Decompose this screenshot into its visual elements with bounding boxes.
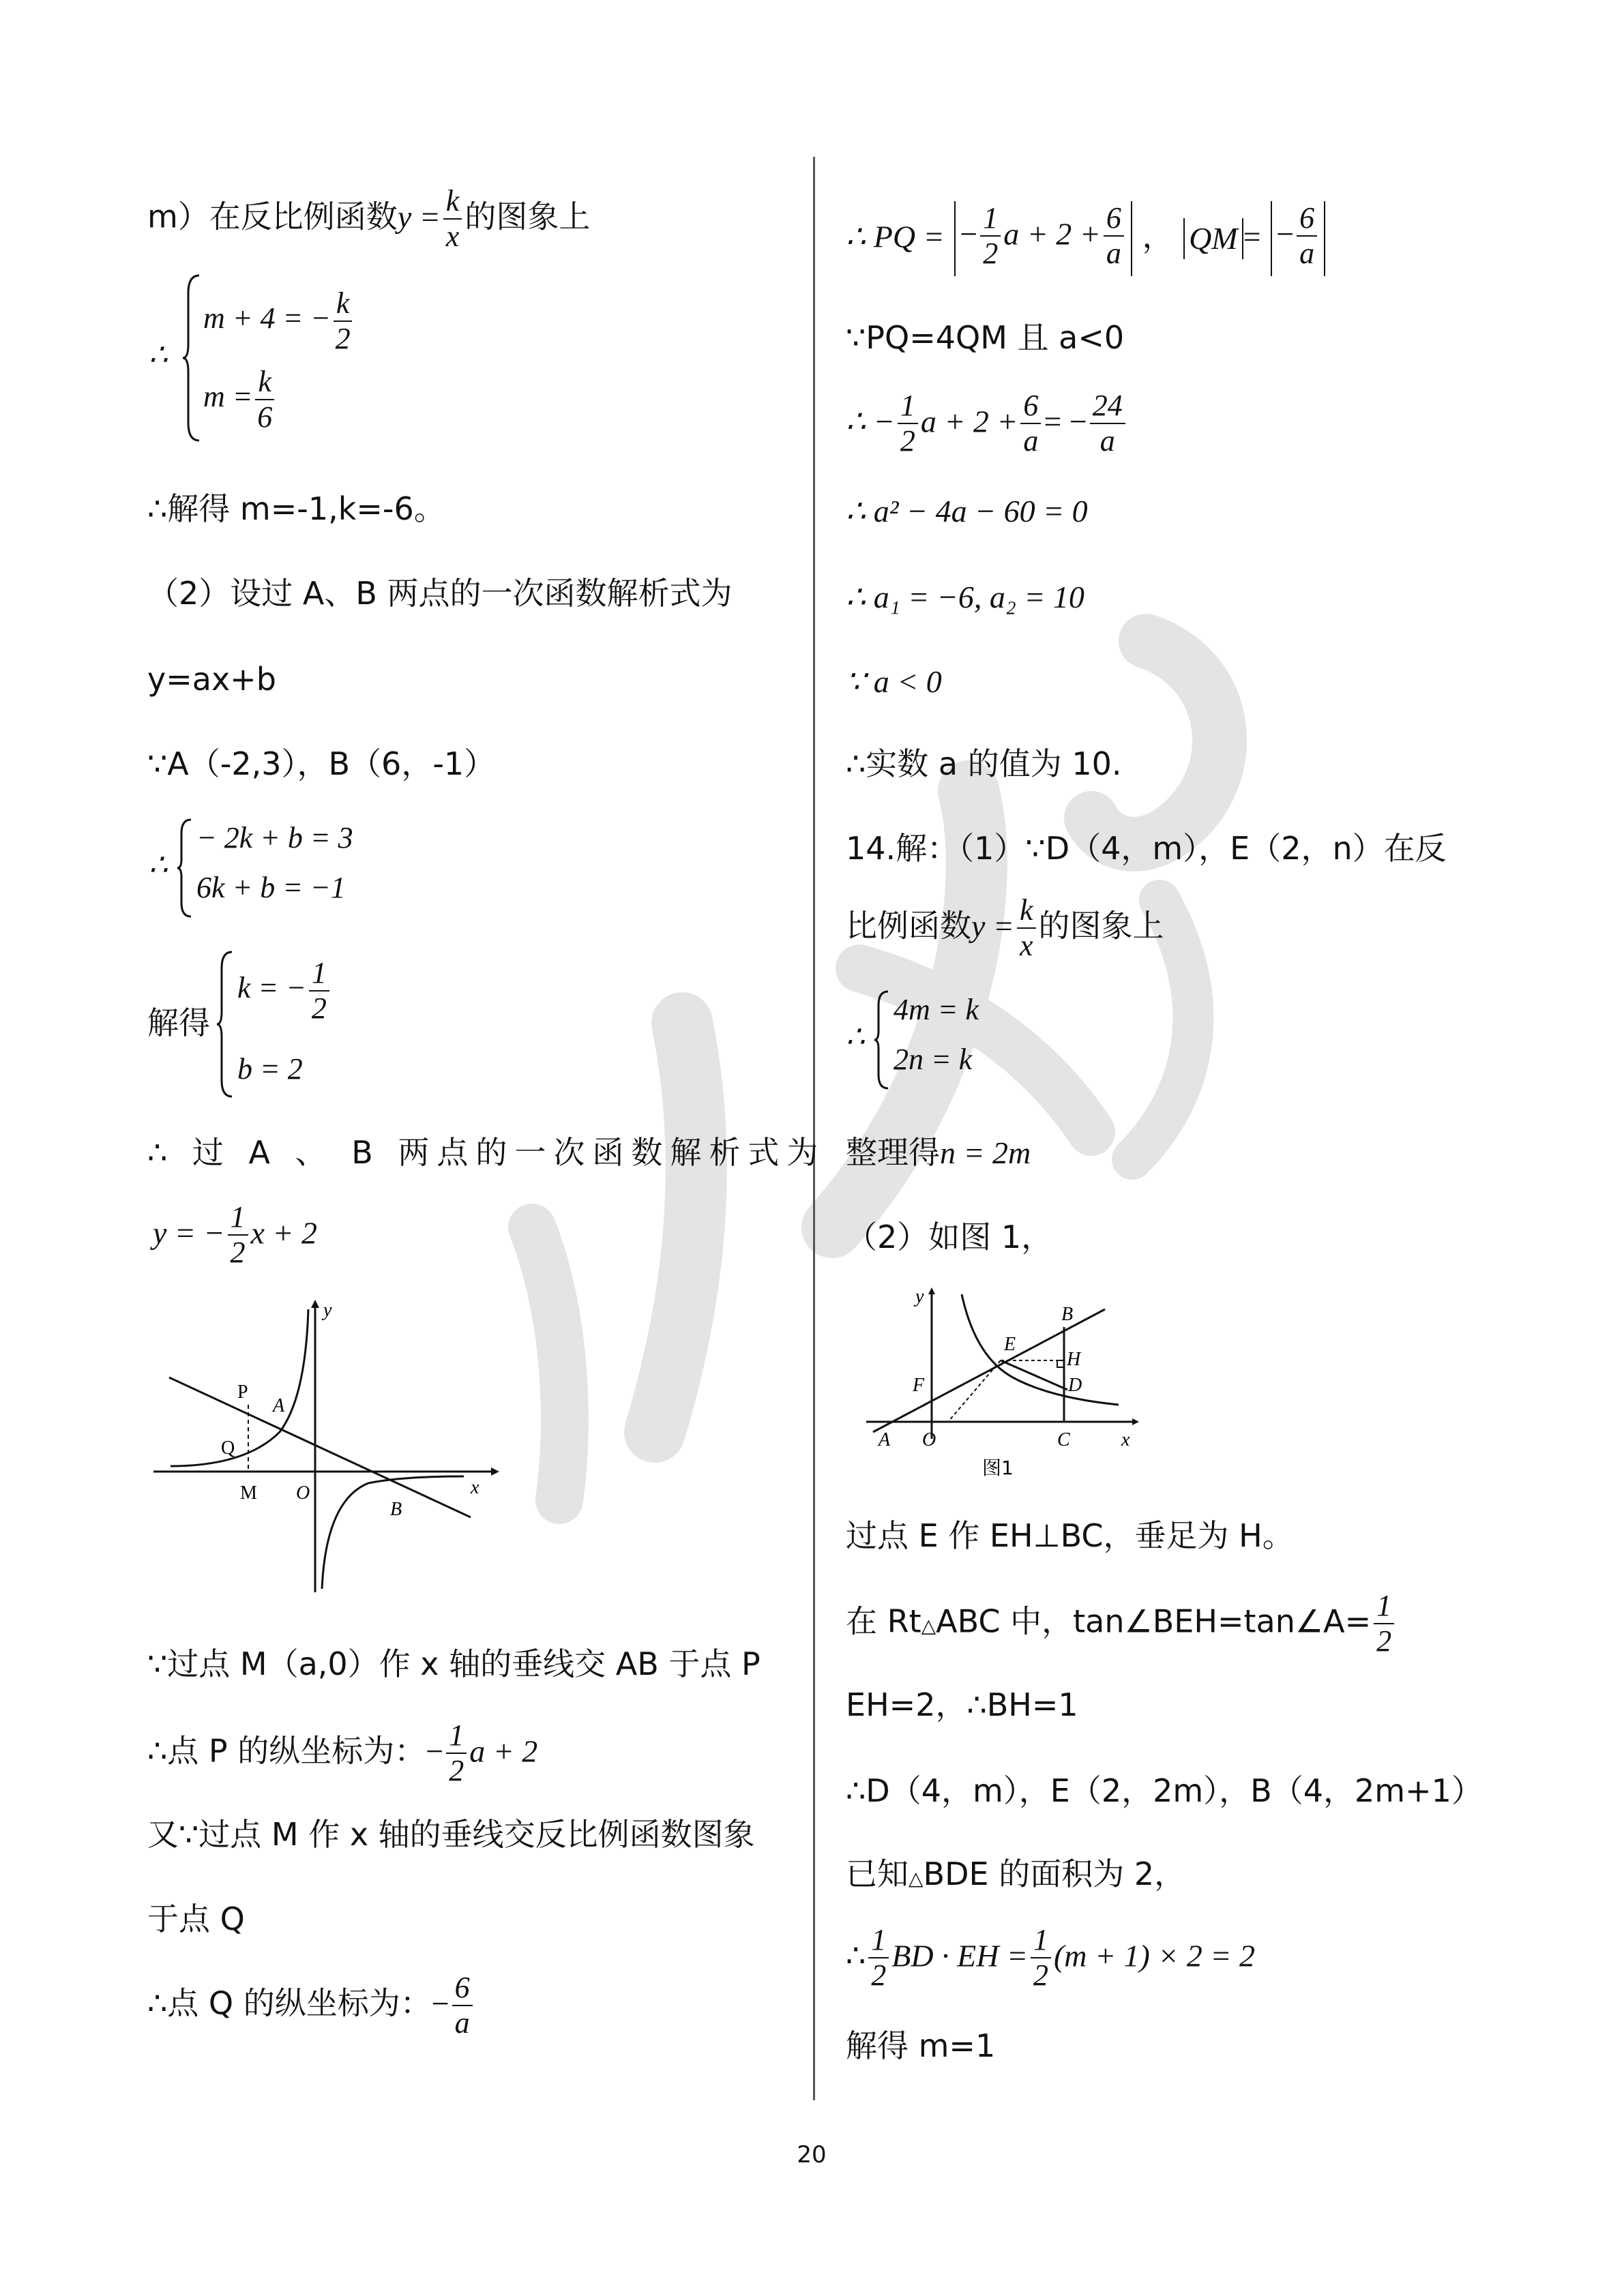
column-divider bbox=[813, 157, 815, 2100]
equation-4: ∵ a < 0 bbox=[846, 664, 942, 699]
equation-2: ∴ a² − 4a − 60 = 0 bbox=[846, 494, 1088, 528]
fig-label-c: C bbox=[1057, 1429, 1070, 1450]
graph-label-a: A bbox=[273, 1395, 285, 1416]
equation-3: ∴ a₁ = −6, a₂ = 10 bbox=[846, 580, 1084, 614]
area-equation: ∴ $\frac{1}{2}$ BD · EH = $\frac{1}{2}$ (m + 1) × 2 = 2 bbox=[846, 1923, 1255, 1992]
tan-line: 在 Rt△ABC 中，tan∠BEH=tan∠A= $\frac{1}{2}$ bbox=[846, 1589, 1397, 1658]
eh-value-line: EH=2，∴BH=1 bbox=[846, 1686, 1078, 1723]
again-line: 又∵过点 M 作 x 轴的垂线交反比例函数图象 bbox=[147, 1816, 755, 1853]
graph-label-o: O bbox=[296, 1482, 310, 1504]
graph-hyperbola-line bbox=[150, 1296, 505, 1596]
graph-label-q: Q bbox=[221, 1437, 235, 1459]
question-14-intro: 14.解：（1）∵D（4，m），E（2，n）在反 bbox=[846, 830, 1447, 867]
fig-label-d: D bbox=[1068, 1375, 1082, 1396]
line-ab-equation: y = − $\frac{1}{2}$ x + 2 bbox=[153, 1200, 317, 1269]
fig-label-y: y bbox=[915, 1286, 924, 1307]
system-1: ∴ m + 4 = − $\frac{k}{2}$ m = $\frac{k}{6}$ bbox=[149, 273, 408, 450]
solve-1: ∴解得 m=-1,k=-6。 bbox=[147, 490, 445, 527]
figure-1 bbox=[859, 1282, 1146, 1487]
line-ab-intro: ∴ 过 A 、 B 两点的一次函数解析式为 bbox=[147, 1134, 826, 1171]
eh-line: 过点 E 作 EH⊥BC，垂足为 H。 bbox=[846, 1517, 1294, 1554]
question-14-cont: 比例函数y = $\frac{k}{x}$ 的图象上 bbox=[846, 893, 1164, 962]
fig-label-h: H bbox=[1067, 1349, 1081, 1370]
p-ordinate-line: ∴点 P 的纵坐标为：− $\frac{1}{2}$ a + 2 bbox=[147, 1718, 538, 1787]
coords-line: ∴D（4，m），E（2，2m），B（4，2m+1） bbox=[846, 1772, 1483, 1809]
answer-13: ∴实数 a 的值为 10. bbox=[846, 745, 1122, 782]
part-2-intro: （2）设过 A、B 两点的一次函数解析式为 bbox=[147, 575, 733, 612]
fig-label-o: O bbox=[922, 1429, 936, 1450]
system-3: 解得 k = − $\frac{1}{2}$ b = 2 bbox=[147, 949, 434, 1099]
given-points: ∵A（-2,3），B（6，-1） bbox=[147, 745, 496, 782]
fig-caption: 图1 bbox=[982, 1457, 1014, 1479]
pq-qm-line: ∴ PQ = − $\frac{1}{2}$ a + 2 + $\frac{6}{a}$ ， QM = − $\frac{6}{a}$ bbox=[846, 201, 1325, 276]
fig-label-e: E bbox=[1004, 1334, 1016, 1355]
simplify-line: 整理得n = 2m bbox=[846, 1134, 1031, 1171]
fig-label-f: F bbox=[913, 1375, 925, 1396]
left-line-1: m）在反比例函数y = $\frac{k}{x}$ 的图象上 bbox=[147, 184, 591, 253]
solve-m-line: 解得 m=1 bbox=[846, 2027, 996, 2064]
fig-label-b: B bbox=[1061, 1304, 1074, 1325]
figure-ref-line: （2）如图 1， bbox=[846, 1219, 1053, 1255]
graph-label-m: M bbox=[240, 1482, 257, 1504]
graph-label-y: y bbox=[323, 1300, 332, 1321]
system-4: ∴ 4m = k 2n = k bbox=[846, 989, 1105, 1091]
page-number: 20 bbox=[797, 2141, 827, 2168]
triangle-icon: △ bbox=[909, 1867, 924, 1890]
graph-label-p: P bbox=[237, 1382, 248, 1403]
fig-label-x: x bbox=[1121, 1429, 1130, 1450]
area-line: 已知△BDE 的面积为 2， bbox=[846, 1855, 1186, 1892]
m-perpendicular-line: ∵过点 M（a,0）作 x 轴的垂线交 AB 于点 P bbox=[147, 1645, 761, 1682]
equation-1: ∴ − $\frac{1}{2}$ a + 2 + $\frac{6}{a}$ = − $\frac{24}{a}$ bbox=[846, 389, 1128, 458]
q-intersect-line: 于点 Q bbox=[147, 1900, 245, 1937]
condition-line: ∵PQ=4QM 且 a<0 bbox=[846, 319, 1125, 356]
q-ordinate-line: ∴点 Q 的纵坐标为：− $\frac{6}{a}$ bbox=[147, 1971, 475, 2040]
graph-label-b: B bbox=[390, 1499, 402, 1520]
fig-label-a: A bbox=[879, 1429, 891, 1450]
triangle-icon: △ bbox=[921, 1614, 936, 1637]
system-2: ∴ − 2k + b = 3 6k + b = −1 bbox=[149, 817, 408, 919]
graph-label-x: x bbox=[471, 1477, 479, 1498]
formula-line: y=ax+b bbox=[147, 661, 276, 698]
